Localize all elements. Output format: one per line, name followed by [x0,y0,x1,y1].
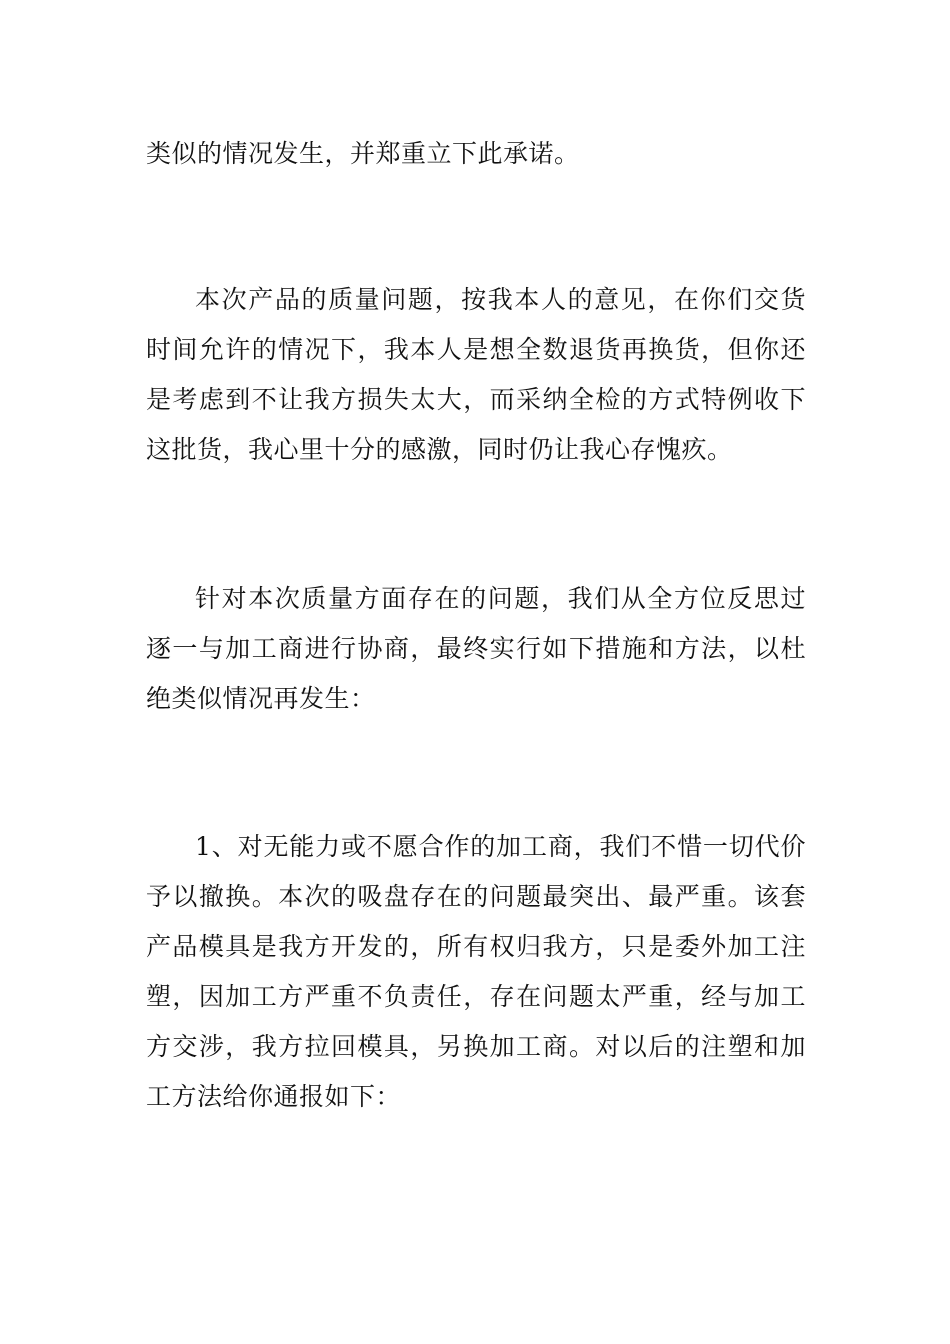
paragraph-1-line-1: 类似的情况发生，并郑重立下此承诺。 [146,139,580,168]
paragraph-2-line-2: 时间允许的情况下，我本人是想全数退货再换货，但你还 [146,335,806,364]
paragraph-3-line-1: 针对本次质量方面存在的问题，我们从全方位反思过 [195,584,806,613]
paragraph-4-line-6: 工方法给你通报如下： [146,1082,402,1111]
paragraph-4-line-1: 1、对无能力或不愿合作的加工商，我们不惜一切代价 [195,832,806,861]
paragraph-4-line-5: 方交涉，我方拉回模具，另换加工商。对以后的注塑和加 [146,1032,806,1061]
paragraph-3-line-3: 绝类似情况再发生： [146,684,376,713]
paragraph-3-line-2: 逐一与加工商进行协商，最终实行如下措施和方法，以杜 [146,634,806,663]
paragraph-4-line-4: 塑，因加工方严重不负责任，存在问题太严重，经与加工 [146,982,806,1011]
paragraph-2-line-3: 是考虑到不让我方损失太大，而采纳全检的方式特例收下 [146,385,806,414]
paragraph-4-line-3: 产品模具是我方开发的，所有权归我方，只是委外加工注 [146,932,806,961]
paragraph-2-line-1: 本次产品的质量问题，按我本人的意见，在你们交货 [195,285,806,314]
paragraph-4-line-2: 予以撤换。本次的吸盘存在的问题最突出、最严重。该套 [146,882,806,911]
paragraph-2-line-4: 这批货，我心里十分的感激，同时仍让我心存愧疚。 [146,435,733,464]
